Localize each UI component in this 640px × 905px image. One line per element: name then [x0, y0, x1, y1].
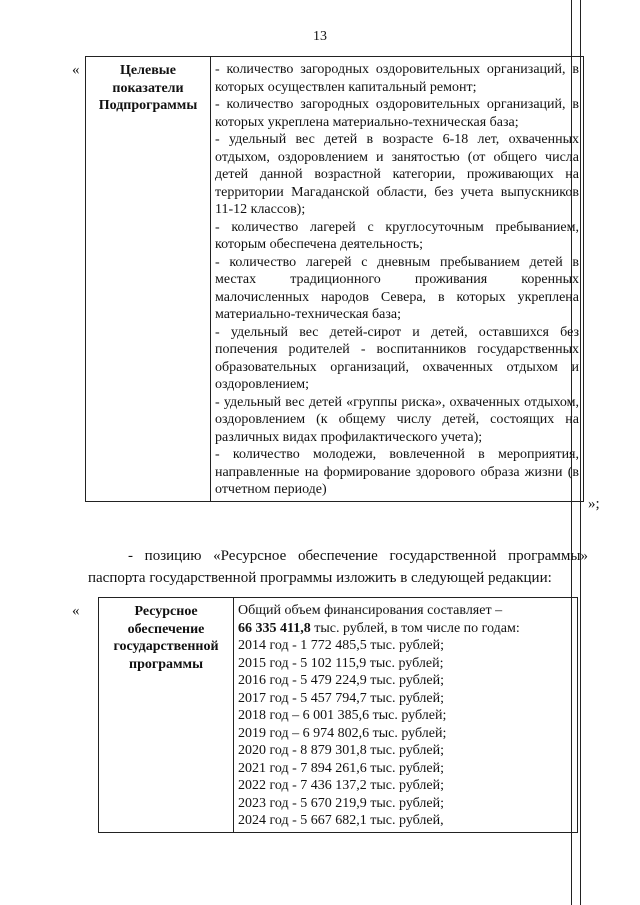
- financing-intro: Общий объем финансирования составляет –: [238, 603, 503, 618]
- financing-total: 66 335 411,8: [238, 620, 311, 636]
- year-financing: 2015 год - 5 102 115,9 тыс. рублей;: [238, 655, 444, 671]
- resource-provision-table: [98, 597, 578, 833]
- indicator-item: - удельный вес детей «группы риска», охваченных отдыхом, оздоровлением (к общему числу детей, состоящих на различных видах профилактического учета);: [215, 394, 579, 445]
- indicator-item: - удельный вес детей в возрасте 6-18 лет, охваченных отдыхом, оздоровлением и занятостью (от общего числа детей данной возрастной категории, проживающих на территории Магаданской области, без учета выпускников 11-12 классов);: [215, 132, 579, 217]
- resource-provision-details: [234, 598, 578, 833]
- resource-provision-label: Ресурсное обеспечение государственной программы: [99, 598, 234, 833]
- financing-total-suffix: тыс. рублей, в том числе по годам:: [310, 620, 520, 636]
- instruction-line-2: паспорта государственной программы изложить в следующей редакции:: [88, 570, 552, 586]
- year-financing: 2016 год - 5 479 224,9 тыс. рублей;: [238, 673, 445, 688]
- page-number: 13: [313, 29, 327, 44]
- financing-total-line: [238, 620, 573, 638]
- indicator-item: - количество загородных оздоровительных организаций, в которых осуществлен капитальный ремонт;: [215, 62, 579, 95]
- indicator-item: - количество загородных оздоровительных организаций, в которых укреплена материально-техническая база;: [215, 97, 579, 130]
- year-financing: 2020 год - 8 879 301,8 тыс. рублей;: [238, 743, 445, 758]
- indicator-item: - количество молодежи, вовлеченной в мероприятия, направленные на формирование здорового образа жизни (в отчетном периоде): [215, 447, 579, 497]
- quote-close-1: »;: [588, 496, 600, 512]
- indicator-item: - количество лагерей с круглосуточным пребыванием, которым обеспечена деятельность;: [215, 219, 579, 252]
- year-financing: 2022 год - 7 436 137,2 тыс. рублей;: [238, 778, 445, 793]
- year-financing: 2024 год - 5 667 682,1 тыс. рублей,: [238, 813, 444, 828]
- quote-open-1: «: [72, 62, 80, 78]
- year-financing: 2021 год - 7 894 261,6 тыс. рублей;: [238, 760, 445, 776]
- target-indicators-list: [211, 57, 584, 502]
- target-indicators-label: Целевые показатели Подпрограммы: [86, 57, 211, 502]
- year-financing: 2017 год - 5 457 794,7 тыс. рублей;: [238, 690, 445, 706]
- indicator-item: - удельный вес детей-сирот и детей, оставшихся без попечения родителей - воспитанников государственных образовательных организаций, охваченных отдыхом и оздоровлением;: [215, 324, 579, 392]
- year-financing: 2019 год – 6 974 802,6 тыс. рублей;: [238, 725, 447, 741]
- year-financing: 2023 год - 5 670 219,9 тыс. рублей;: [238, 795, 445, 811]
- quote-open-2: «: [72, 603, 80, 619]
- year-financing: 2014 год - 1 772 485,5 тыс. рублей;: [238, 638, 445, 653]
- instruction-line-1: - позицию «Ресурсное обеспечение государственной программы»: [128, 548, 588, 564]
- instruction-paragraph: [88, 545, 588, 589]
- target-indicators-table: [85, 56, 584, 502]
- year-financing: 2018 год – 6 001 385,6 тыс. рублей;: [238, 708, 447, 723]
- indicator-item: - количество лагерей с дневным пребыванием детей в местах традиционного проживания коренных малочисленных народов Севера, в которых укреплена материально-техническая база;: [215, 254, 579, 322]
